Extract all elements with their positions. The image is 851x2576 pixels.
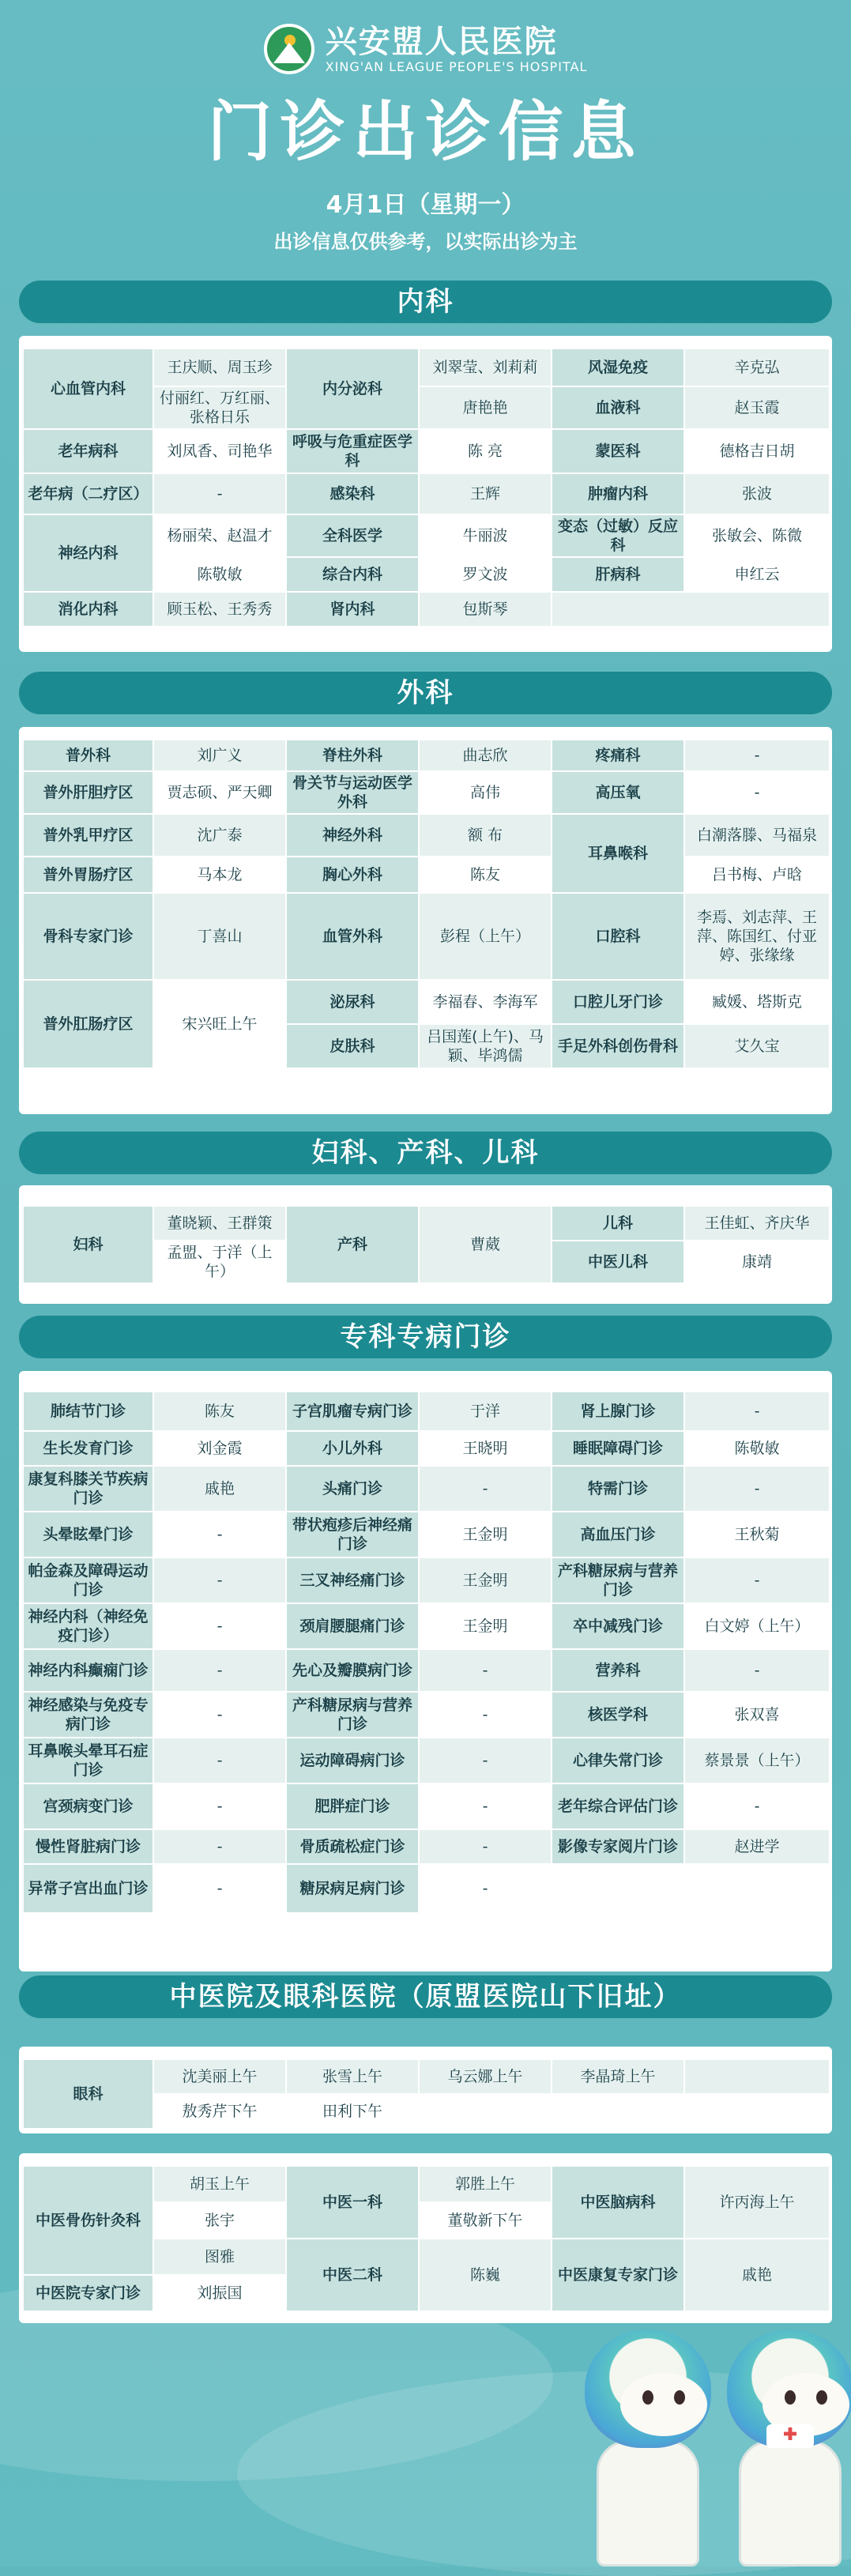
dept-cell: 普外乳甲疗区 bbox=[23, 814, 153, 857]
dept-cell: 骨关节与运动医学外科 bbox=[286, 771, 419, 814]
dept-cell: 睡眠障碍门诊 bbox=[552, 1431, 684, 1466]
dept-cell: 神经感染与免疫专病门诊 bbox=[23, 1692, 153, 1738]
dept-cell: 感染科 bbox=[286, 473, 419, 514]
doctor-cell: 蔡景景（上午） bbox=[684, 1738, 830, 1783]
dept-cell: 帕金森及障碍运动门诊 bbox=[23, 1557, 153, 1603]
dept-cell: 脊柱外科 bbox=[286, 740, 419, 771]
doctor-cell: 陈巍 bbox=[419, 2239, 552, 2311]
doctor-cell: - bbox=[419, 1864, 552, 1913]
empty-cell bbox=[419, 2094, 830, 2129]
doctor-cell: 张波 bbox=[684, 473, 830, 514]
doctor-cell: 刘翠莹、刘莉莉 bbox=[419, 348, 552, 386]
dept-cell: 卒中减残门诊 bbox=[552, 1603, 684, 1649]
doctor-cell: 王庆顺、周玉珍 bbox=[153, 348, 286, 386]
doctor-cell: 刘金霞 bbox=[153, 1431, 286, 1466]
doctor-cell: 敖秀芹下午 bbox=[153, 2094, 286, 2129]
dept-cell: 手足外科创伤骨科 bbox=[552, 1024, 684, 1068]
dept-cell: 头痛门诊 bbox=[286, 1466, 419, 1512]
doctor-cell: - bbox=[153, 1557, 286, 1603]
dept-cell: 呼吸与危重症医学科 bbox=[286, 429, 419, 473]
hospital-logo-icon bbox=[264, 24, 314, 74]
dept-cell: 带状疱疹后神经痛门诊 bbox=[286, 1512, 419, 1557]
dept-cell: 中医儿科 bbox=[552, 1241, 684, 1283]
doctor-cell: 白潮落滕、马福泉 bbox=[684, 814, 830, 857]
date-label: 4月1日（星期一） bbox=[326, 191, 525, 219]
doctor-cell: 王金明 bbox=[419, 1512, 552, 1557]
doctor-cell: 吕国莲(上午)、马颖、毕鸿儒 bbox=[419, 1024, 552, 1068]
dept-cell: 口腔儿牙门诊 bbox=[552, 980, 684, 1024]
doctor-cell: 王佳虹、齐庆华 bbox=[684, 1206, 830, 1241]
doctor-cell: 董晓颖、王群策 bbox=[153, 1206, 286, 1241]
section-title-zhongyi: 中医院及眼科医院（原盟医院山下旧址） bbox=[19, 1975, 832, 2018]
table-zhuanke bbox=[22, 1391, 830, 1914]
doctor-cell: - bbox=[153, 1649, 286, 1692]
doctor-cell: 牛丽波 bbox=[419, 514, 552, 557]
doctor-cell: 张双喜 bbox=[684, 1692, 830, 1738]
mascot-doctor-illustration bbox=[569, 2329, 727, 2567]
dept-cell: 中医脑病科 bbox=[552, 2166, 684, 2239]
doctor-cell: 包斯琴 bbox=[419, 592, 552, 627]
dept-cell: 老年综合评估门诊 bbox=[552, 1783, 684, 1829]
dept-cell: 肾内科 bbox=[286, 592, 419, 627]
mascot-nurse-illustration bbox=[711, 2329, 851, 2567]
dept-cell: 神经内科（神经免疫门诊） bbox=[23, 1603, 153, 1649]
dept-cell: 宫颈病变门诊 bbox=[23, 1783, 153, 1829]
dept-cell: 肺结节门诊 bbox=[23, 1392, 153, 1431]
dept-cell: 子宫肌瘤专病门诊 bbox=[286, 1392, 419, 1431]
dept-cell: 特需门诊 bbox=[552, 1466, 684, 1512]
doctor-cell: 陈友 bbox=[419, 857, 552, 893]
dept-cell: 蒙医科 bbox=[552, 429, 684, 473]
doctor-cell: 赵玉霞 bbox=[684, 386, 830, 429]
doctor-cell: 乌云娜上午 bbox=[419, 2059, 552, 2094]
notice-text: 出诊信息仅供参考，以实际出诊为主 bbox=[273, 231, 578, 253]
doctor-cell: 陈 亮 bbox=[419, 429, 552, 473]
dept-cell: 皮肤科 bbox=[286, 1024, 419, 1068]
doctor-cell: 张敏会、陈微 bbox=[684, 514, 830, 557]
dept-cell: 老年病（二疗区） bbox=[23, 473, 153, 514]
dept-cell: 生长发育门诊 bbox=[23, 1431, 153, 1466]
dept-cell: 核医学科 bbox=[552, 1692, 684, 1738]
doctor-cell: 吕书梅、卢晗 bbox=[684, 857, 830, 893]
dept-cell: 变态（过敏）反应科 bbox=[552, 514, 684, 557]
doctor-cell: 陈敬敏 bbox=[684, 1431, 830, 1466]
hospital-name: 兴安盟人民医院 bbox=[325, 23, 558, 60]
doctor-cell: 刘广义 bbox=[153, 740, 286, 771]
dept-cell: 耳鼻喉科 bbox=[552, 814, 684, 893]
doctor-cell: 张雪上午 bbox=[286, 2059, 419, 2094]
doctor-cell: 戚艳 bbox=[684, 2239, 830, 2311]
doctor-cell: - bbox=[684, 1649, 830, 1692]
dept-cell: 中医骨伤针灸科 bbox=[23, 2166, 153, 2275]
dept-cell: 小儿外科 bbox=[286, 1431, 419, 1466]
doctor-cell: - bbox=[684, 740, 830, 771]
doctor-cell: 唐艳艳 bbox=[419, 386, 552, 429]
dept-cell: 中医二科 bbox=[286, 2239, 419, 2311]
doctor-cell: 高伟 bbox=[419, 771, 552, 814]
doctor-cell: 李晶琦上午 bbox=[552, 2059, 684, 2094]
dept-cell: 疼痛科 bbox=[552, 740, 684, 771]
empty-cell bbox=[684, 2059, 830, 2094]
header bbox=[0, 24, 851, 254]
doctor-cell: 沈美丽上午 bbox=[153, 2059, 286, 2094]
dept-cell: 骨科专家门诊 bbox=[23, 893, 153, 980]
dept-cell: 儿科 bbox=[552, 1206, 684, 1241]
doctor-cell: 张宇 bbox=[153, 2202, 286, 2239]
dept-cell: 神经内科癫痫门诊 bbox=[23, 1649, 153, 1692]
doctor-cell: 胡玉上午 bbox=[153, 2166, 286, 2202]
doctor-cell: 罗文波 bbox=[419, 557, 552, 592]
dept-cell: 康复科膝关节疾病门诊 bbox=[23, 1466, 153, 1512]
doctor-cell: 李焉、刘志萍、王萍、陈国红、付亚婷、张缘缘 bbox=[684, 893, 830, 980]
doctor-cell: 王金明 bbox=[419, 1557, 552, 1603]
doctor-cell: - bbox=[684, 1466, 830, 1512]
doctor-cell: 马本龙 bbox=[153, 857, 286, 893]
doctor-cell: 王晓明 bbox=[419, 1431, 552, 1466]
section-title-zhuanke: 专科专病门诊 bbox=[19, 1316, 832, 1358]
dept-cell: 胸心外科 bbox=[286, 857, 419, 893]
dept-cell: 泌尿科 bbox=[286, 980, 419, 1024]
table-zhongyi bbox=[22, 2165, 830, 2312]
dept-cell: 消化内科 bbox=[23, 592, 153, 627]
dept-cell: 血液科 bbox=[552, 386, 684, 429]
hospital-name-en: XING'AN LEAGUE PEOPLE'S HOSPITAL bbox=[325, 58, 588, 74]
dept-cell: 全科医学 bbox=[286, 514, 419, 557]
dept-cell: 骨质疏松症门诊 bbox=[286, 1829, 419, 1864]
doctor-cell: 许丙海上午 bbox=[684, 2166, 830, 2239]
table-fuchaner bbox=[22, 1205, 830, 1284]
doctor-cell: 贾志硕、严天卿 bbox=[153, 771, 286, 814]
dept-cell: 妇科 bbox=[23, 1206, 153, 1283]
dept-cell: 异常子宫出血门诊 bbox=[23, 1864, 153, 1913]
dept-cell: 耳鼻喉头晕耳石症门诊 bbox=[23, 1738, 153, 1783]
doctor-cell: - bbox=[153, 1512, 286, 1557]
doctor-cell: 郭胜上午 bbox=[419, 2166, 552, 2202]
dept-cell: 颈肩腰腿痛门诊 bbox=[286, 1603, 419, 1649]
dept-cell: 眼科 bbox=[23, 2059, 153, 2129]
dept-cell: 影像专家阅片门诊 bbox=[552, 1829, 684, 1864]
doctor-cell: 曲志欣 bbox=[419, 740, 552, 771]
doctor-cell: 康靖 bbox=[684, 1241, 830, 1283]
doctor-cell: 王辉 bbox=[419, 473, 552, 514]
doctor-cell: 曹葳 bbox=[419, 1206, 552, 1283]
empty-cell bbox=[552, 592, 830, 627]
dept-cell: 中医一科 bbox=[286, 2166, 419, 2239]
doctor-cell: 陈敬敏 bbox=[153, 557, 286, 592]
section-title-neike: 内科 bbox=[19, 281, 832, 323]
doctor-cell: 彭程（上午） bbox=[419, 893, 552, 980]
dept-cell: 普外肝胆疗区 bbox=[23, 771, 153, 814]
dept-cell: 神经内科 bbox=[23, 514, 153, 592]
doctor-cell: 于洋 bbox=[419, 1392, 552, 1431]
doctor-cell: 杨丽荣、赵温才 bbox=[153, 514, 286, 557]
empty-cell bbox=[552, 1864, 830, 1913]
doctor-cell: 沈广泰 bbox=[153, 814, 286, 857]
doctor-cell: 陈友 bbox=[153, 1392, 286, 1431]
section-title-fuchaner: 妇科、产科、儿科 bbox=[19, 1132, 832, 1174]
section-title-waike: 外科 bbox=[19, 672, 832, 714]
doctor-cell: 刘振国 bbox=[153, 2275, 286, 2311]
doctor-cell: - bbox=[153, 1603, 286, 1649]
doctor-cell: - bbox=[153, 1864, 286, 1913]
doctor-cell: 戚艳 bbox=[153, 1466, 286, 1512]
dept-cell: 先心及瓣膜病门诊 bbox=[286, 1649, 419, 1692]
doctor-cell: - bbox=[419, 1692, 552, 1738]
doctor-cell: 赵进学 bbox=[684, 1829, 830, 1864]
table-yanke bbox=[22, 2058, 830, 2130]
doctor-cell: 臧媛、塔斯克 bbox=[684, 980, 830, 1024]
doctor-cell: 宋兴旺上午 bbox=[153, 980, 286, 1068]
doctor-cell: - bbox=[153, 1829, 286, 1864]
doctor-cell: - bbox=[419, 1466, 552, 1512]
dept-cell: 肝病科 bbox=[552, 557, 684, 592]
dept-cell: 普外胃肠疗区 bbox=[23, 857, 153, 893]
dept-cell: 心血管内科 bbox=[23, 348, 153, 429]
dept-cell: 糖尿病足病门诊 bbox=[286, 1864, 419, 1913]
doctor-cell: 王金明 bbox=[419, 1603, 552, 1649]
doctor-cell: - bbox=[684, 1557, 830, 1603]
dept-cell: 慢性肾脏病门诊 bbox=[23, 1829, 153, 1864]
doctor-cell: - bbox=[153, 1738, 286, 1783]
dept-cell: 血管外科 bbox=[286, 893, 419, 980]
doctor-cell: - bbox=[153, 473, 286, 514]
dept-cell: 综合内科 bbox=[286, 557, 419, 592]
doctor-cell: 艾久宝 bbox=[684, 1024, 830, 1068]
table-waike bbox=[22, 739, 830, 1069]
dept-cell: 肿瘤内科 bbox=[552, 473, 684, 514]
doctor-cell: - bbox=[684, 1783, 830, 1829]
dept-cell: 口腔科 bbox=[552, 893, 684, 980]
doctor-cell: 董敬新下午 bbox=[419, 2202, 552, 2239]
doctor-cell: 丁喜山 bbox=[153, 893, 286, 980]
dept-cell: 营养科 bbox=[552, 1649, 684, 1692]
doctor-cell: 王秋菊 bbox=[684, 1512, 830, 1557]
dept-cell: 肾上腺门诊 bbox=[552, 1392, 684, 1431]
table-neike bbox=[22, 348, 830, 627]
doctor-cell: - bbox=[684, 1392, 830, 1431]
dept-cell: 三叉神经痛门诊 bbox=[286, 1557, 419, 1603]
dept-cell: 老年病科 bbox=[23, 429, 153, 473]
doctor-cell: 刘凤香、司艳华 bbox=[153, 429, 286, 473]
dept-cell: 神经外科 bbox=[286, 814, 419, 857]
doctor-cell: - bbox=[419, 1783, 552, 1829]
dept-cell: 高血压门诊 bbox=[552, 1512, 684, 1557]
doctor-cell: 图雅 bbox=[153, 2239, 286, 2275]
doctor-cell: - bbox=[419, 1829, 552, 1864]
doctor-cell: 田利下午 bbox=[286, 2094, 419, 2129]
dept-cell: 风湿免疫 bbox=[552, 348, 684, 386]
doctor-cell: - bbox=[153, 1783, 286, 1829]
dept-cell: 内分泌科 bbox=[286, 348, 419, 429]
dept-cell: 头晕眩晕门诊 bbox=[23, 1512, 153, 1557]
doctor-cell: 辛克弘 bbox=[684, 348, 830, 386]
dept-cell: 心律失常门诊 bbox=[552, 1738, 684, 1783]
doctor-cell: 申红云 bbox=[684, 557, 830, 592]
dept-cell: 产科糖尿病与营养门诊 bbox=[552, 1557, 684, 1603]
dept-cell: 高压氧 bbox=[552, 771, 684, 814]
doctor-cell: 付丽红、万红丽、张格日乐 bbox=[153, 386, 286, 429]
doctor-cell: - bbox=[419, 1649, 552, 1692]
doctor-cell: - bbox=[153, 1692, 286, 1738]
dept-cell: 产科糖尿病与营养门诊 bbox=[286, 1692, 419, 1738]
dept-cell: 中医康复专家门诊 bbox=[552, 2239, 684, 2311]
doctor-cell: 德格吉日胡 bbox=[684, 429, 830, 473]
doctor-cell: 白文婷（上午） bbox=[684, 1603, 830, 1649]
doctor-cell: - bbox=[684, 771, 830, 814]
dept-cell: 肥胖症门诊 bbox=[286, 1783, 419, 1829]
doctor-cell: 额 布 bbox=[419, 814, 552, 857]
page-title: 门诊出诊信息 bbox=[207, 95, 644, 170]
doctor-cell: 李福春、李海军 bbox=[419, 980, 552, 1024]
dept-cell: 普外肛肠疗区 bbox=[23, 980, 153, 1068]
dept-cell: 产科 bbox=[286, 1206, 419, 1283]
dept-cell: 普外科 bbox=[23, 740, 153, 771]
doctor-cell: - bbox=[419, 1738, 552, 1783]
dept-cell: 中医院专家门诊 bbox=[23, 2275, 153, 2311]
doctor-cell: 顾玉松、王秀秀 bbox=[153, 592, 286, 627]
dept-cell: 运动障碍病门诊 bbox=[286, 1738, 419, 1783]
doctor-cell: 孟盟、于洋（上午） bbox=[153, 1241, 286, 1283]
